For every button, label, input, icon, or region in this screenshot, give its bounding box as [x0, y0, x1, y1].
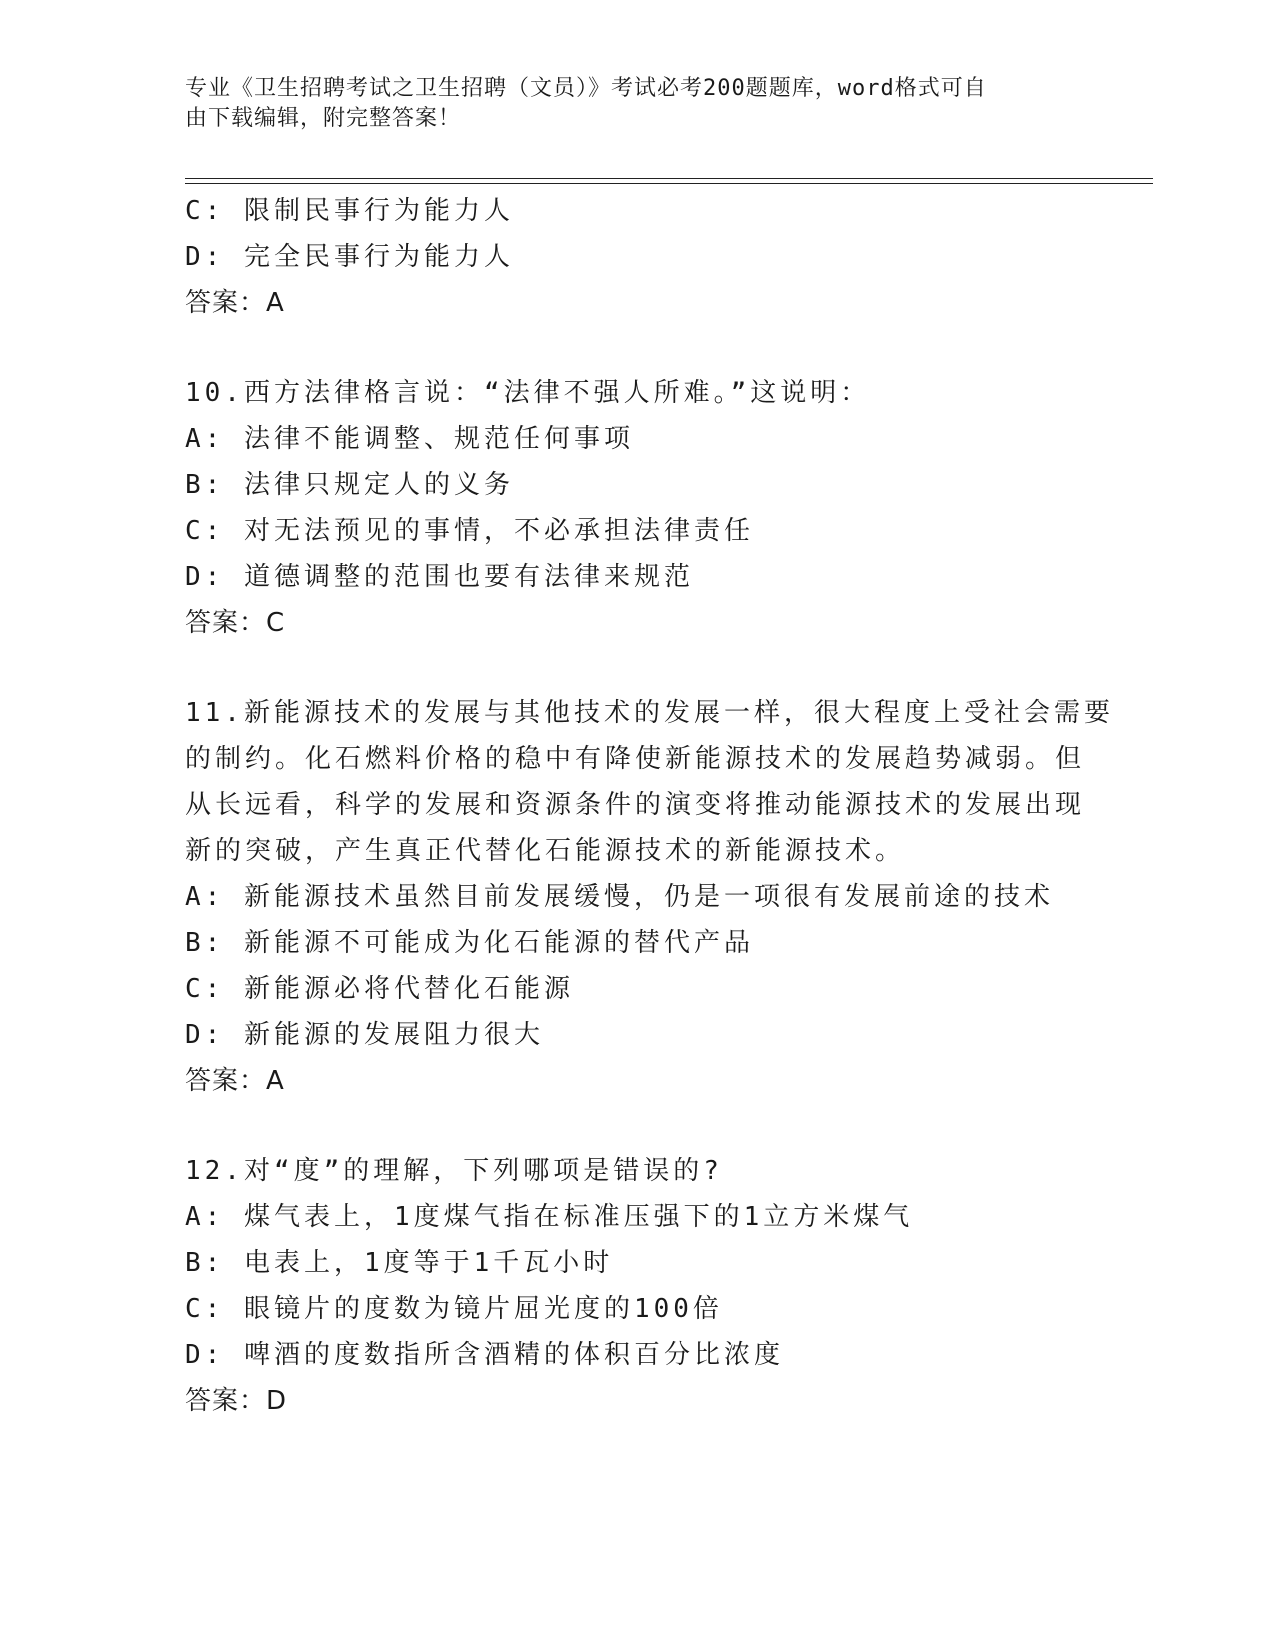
question-list: [185, 188, 1114, 1424]
option-b: B: 法律只规定人的义务: [185, 470, 514, 500]
question-block-12: [185, 1148, 1085, 1424]
question-block-10: [185, 370, 1085, 646]
option-a: A: 法律不能调整、规范任何事项: [185, 424, 634, 454]
header-line-1: 专业《卫生招聘考试之卫生招聘（文员）》考试必考200题题库，word格式可自: [185, 76, 987, 101]
question-text: 的制约。化石燃料价格的稳中有降使新能源技术的发展趋势减弱。但: [185, 744, 1086, 774]
answer-line: 答案：D: [185, 1386, 288, 1416]
option-c: C: 限制民事行为能力人: [185, 196, 514, 226]
question-text: 从长远看，科学的发展和资源条件的演变将推动能源技术的发展出现: [185, 790, 1086, 820]
spacer: [185, 1104, 1085, 1148]
option-b: B: 新能源不可能成为化石能源的替代产品: [185, 928, 754, 958]
option-d: D: 新能源的发展阻力很大: [185, 1020, 544, 1050]
document-header: [185, 74, 1085, 134]
question-text: 新的突破，产生真正代替化石能源技术的新能源技术。: [185, 836, 906, 866]
spacer: [185, 646, 1085, 690]
option-c: C: 新能源必将代替化石能源: [185, 974, 574, 1004]
question-text: 10.西方法律格言说：“法律不强人所难。”这说明：: [185, 378, 871, 408]
question-block-prev: [185, 188, 1085, 326]
header-line-2: 由下载编辑，附完整答案！: [185, 106, 462, 131]
option-a: A: 煤气表上，1度煤气指在标准压强下的1立方米煤气: [185, 1202, 914, 1232]
question-text: 11.新能源技术的发展与其他技术的发展一样，很大程度上受社会需要: [185, 698, 1114, 728]
option-d: D: 完全民事行为能力人: [185, 242, 514, 272]
option-c: C: 对无法预见的事情，不必承担法律责任: [185, 516, 754, 546]
header-divider: [185, 178, 1153, 184]
option-b: B: 电表上，1度等于1千瓦小时: [185, 1248, 614, 1278]
option-a: A: 新能源技术虽然目前发展缓慢，仍是一项很有发展前途的技术: [185, 882, 1054, 912]
option-d: D: 啤酒的度数指所含酒精的体积百分比浓度: [185, 1340, 784, 1370]
spacer: [185, 326, 1085, 370]
option-c: C: 眼镜片的度数为镜片屈光度的100倍: [185, 1294, 723, 1324]
answer-line: 答案：C: [185, 608, 286, 638]
question-block-11: [185, 690, 1114, 1104]
answer-line: 答案：A: [185, 288, 285, 318]
question-text: 12.对“度”的理解，下列哪项是错误的?: [185, 1156, 723, 1186]
answer-line: 答案：A: [185, 1066, 285, 1096]
option-d: D: 道德调整的范围也要有法律来规范: [185, 562, 694, 592]
